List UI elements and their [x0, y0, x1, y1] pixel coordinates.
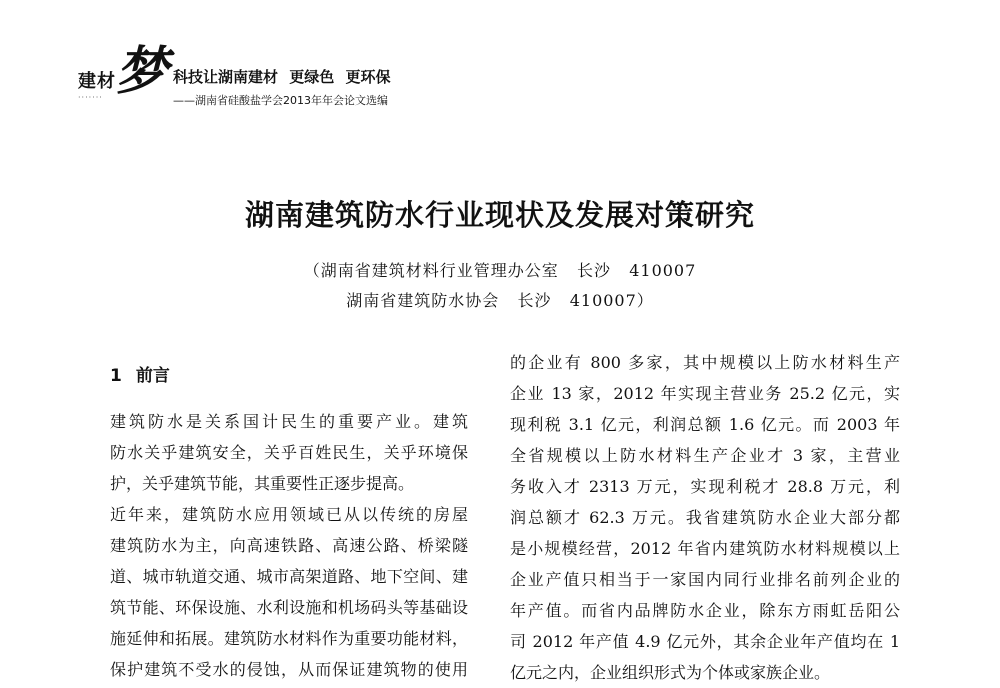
logo-dots: ······· — [78, 93, 103, 102]
text-line: 建筑防水为主，向高速铁路、高速公路、桥梁隧 — [110, 536, 468, 555]
text-line: 亿元之内，企业组织形式为个体或家族企业。 — [510, 663, 831, 682]
text-line: 现利税 3.1 亿元，利润总额 1.6 亿元。而 2003 年 — [510, 415, 900, 434]
affiliation-line-2: 湖南省建筑防水协会 长沙 410007） — [346, 291, 654, 310]
text-line: 是小规模经营，2012 年省内建筑防水材料规模以上 — [510, 539, 900, 558]
text-line: 企业产值只相当于一家国内同行业排名前列企业的 — [510, 570, 900, 589]
paragraph-intro — [78, 406, 468, 499]
text-line: 司 2012 年产值 4.9 亿元外，其余企业年产值均在 1 — [510, 632, 900, 651]
text-line: 保护建筑不受水的侵蚀，从而保证建筑物的使用 — [110, 660, 468, 679]
text-line: 道、城市轨道交通、城市高架道路、地下空间、建 — [110, 567, 468, 586]
slogan-part-2: 更绿色 — [289, 68, 335, 86]
slogan-part-3: 更环保 — [345, 68, 391, 86]
logo-jiancai: 建材 — [78, 71, 116, 92]
text-line: 护，关乎建筑节能，其重要性正逐步提高。 — [110, 474, 415, 493]
text-line: 润总额才 62.3 万元。我省建筑防水企业大部分都 — [510, 508, 900, 527]
article-title: 湖南建筑防水行业现状及发展对策研究 — [244, 198, 755, 232]
left-column — [78, 360, 468, 685]
text-line: 防水关乎建筑安全，关乎百姓民生，关乎环境保 — [110, 443, 468, 462]
text-line: 年产值。而省内品牌防水企业，除东方雨虹岳阳公 — [510, 601, 900, 620]
slogan-part-1: 科技让湖南建材 — [173, 68, 279, 86]
text-line: 企业 13 家，2012 年实现主营业务 25.2 亿元，实 — [510, 384, 900, 403]
header-slogan — [173, 66, 397, 87]
right-column — [510, 347, 900, 688]
text-line: 筑节能、环保设施、水利设施和机场码头等基础设 — [110, 598, 468, 617]
paragraph-industry-stats — [510, 347, 900, 688]
text-line: 施延伸和拓展。建筑防水材料作为重要功能材料， — [110, 629, 468, 648]
section-number: 1 — [110, 366, 122, 386]
text-line: 建筑防水是关系国计民生的重要产业。建筑 — [110, 412, 468, 431]
text-line: 的企业有 800 多家，其中规模以上防水材料生产 — [510, 353, 900, 372]
text-line: 务收入才 2313 万元，实现利税才 28.8 万元，利 — [510, 477, 900, 496]
paragraph-recent-years — [78, 499, 468, 685]
logo-meng-calligraphy: 梦 — [112, 41, 180, 102]
header-subtitle: ——湖南省硅酸盐学会2013年年会论文选编 — [173, 94, 388, 107]
journal-header — [78, 40, 498, 110]
section-title: 前言 — [135, 366, 170, 386]
text-line: 全省规模以上防水材料生产企业才 3 家，主营业 — [510, 446, 900, 465]
text-line: 近年来，建筑防水应用领域已从以传统的房屋 — [110, 505, 468, 524]
affiliation-line-1: （湖南省建筑材料行业管理办公室 长沙 410007 — [303, 261, 697, 280]
section-heading — [110, 360, 468, 392]
